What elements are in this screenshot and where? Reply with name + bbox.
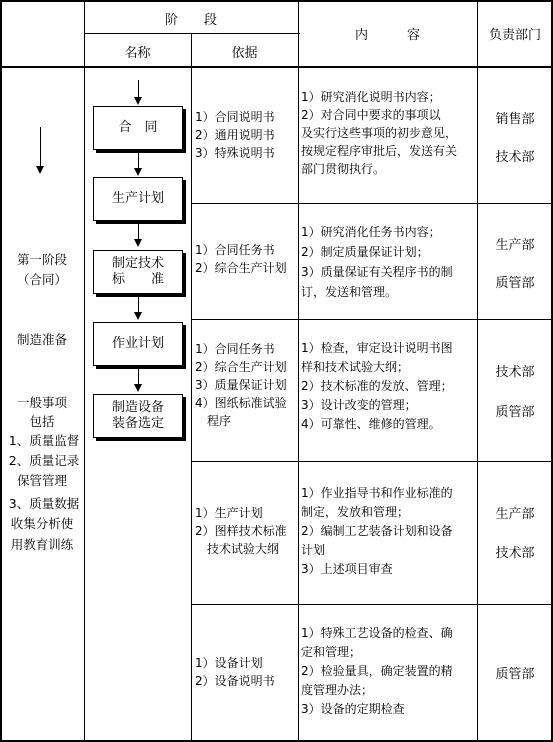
header-content: 内 容 — [354, 28, 420, 43]
content-cell — [301, 624, 453, 719]
dept-label: 销售部 — [495, 112, 535, 127]
header-mid-line — [84, 33, 300, 34]
flow-box-label: 合 同 — [118, 120, 158, 135]
basis-item: 技术试验大纲 — [195, 542, 280, 556]
content-line: 3）设备的定期检查 — [301, 702, 405, 716]
row-line-3 — [191, 461, 553, 462]
content-line: 度管理办法； — [301, 683, 374, 697]
content-line: 3）设计改变的管理； — [301, 398, 417, 412]
basis-item: 4）图纸标准试验 — [195, 396, 287, 410]
content-line: 3）质量保证有关程序书的制 — [301, 265, 453, 279]
content-line: 3）上述项目审查 — [301, 562, 393, 576]
dept-label: 质管部 — [495, 276, 535, 291]
flow-arrow-head — [134, 384, 142, 392]
left-arrow-head — [36, 166, 44, 174]
content-line: 2）检验量具，确定装置的精 — [301, 664, 453, 678]
flow-box-label: 生产计划 — [111, 191, 164, 206]
content-line: 1）特殊工艺设备的检查、确 — [301, 626, 453, 640]
content-line: 部门贯彻执行。 — [301, 162, 386, 176]
header-bottom-line — [0, 66, 553, 68]
flow-box-label: 制造设备 装备选定 — [111, 400, 164, 431]
col-line-1 — [84, 0, 85, 742]
dept-label: 技术部 — [495, 546, 535, 561]
border-left — [0, 0, 2, 742]
content-line: 订，发送和管理。 — [301, 285, 398, 299]
content-line: 1）研究消化任务书内容； — [301, 225, 441, 239]
content-line: 2）制定质量保证计划； — [301, 245, 429, 259]
border-top — [0, 0, 553, 2]
dept-label: 技术部 — [495, 365, 535, 380]
header-name: 名称 — [124, 46, 151, 61]
prep-label: 制造准备 — [16, 332, 67, 347]
flow-arrow — [138, 295, 139, 313]
flow-arrow — [138, 151, 139, 169]
basis-item: 1）生产计划 — [195, 506, 263, 520]
basis-cell — [195, 654, 275, 690]
general-item: 1、质量监督 — [8, 433, 80, 448]
basis-cell — [195, 504, 287, 558]
flow-box-label: 作业计划 — [111, 336, 164, 351]
basis-item: 2）综合生产计划 — [195, 360, 287, 374]
content-line: 及实行这些事项的初步意见， — [301, 126, 458, 140]
header-dept: 负责部门 — [488, 28, 541, 43]
content-line: 2）对合同中要求的事项以 — [301, 108, 441, 122]
header-basis: 依据 — [231, 46, 258, 61]
basis-cell — [195, 340, 287, 430]
content-line: 4）可靠性、维修的管理。 — [301, 417, 441, 431]
basis-item: 1）设备计划 — [195, 656, 263, 670]
col-line-2 — [191, 33, 192, 742]
basis-item: 1）合同任务书 — [195, 243, 275, 257]
content-line: 2）编制工艺装备计划和设备 — [301, 524, 453, 538]
flow-arrow — [138, 367, 139, 385]
content-line: 按规定程序审批后，发送有关 — [301, 144, 458, 158]
basis-item: 3）特殊说明书 — [195, 146, 275, 160]
dept-label: 生产部 — [495, 507, 535, 522]
content-line: 制定，发放和管理； — [301, 505, 410, 519]
general-item: 2、质量记录 — [8, 453, 80, 468]
flow-arrow-head — [134, 312, 142, 320]
flow-arrow — [138, 222, 139, 240]
content-line: 计划 — [301, 543, 326, 557]
content-line: 1）研究消化说明书内容； — [301, 90, 441, 104]
content-cell — [301, 222, 453, 302]
flow-box-contract — [93, 106, 183, 150]
flow-arrow — [138, 80, 139, 98]
basis-item: 1）合同任务书 — [195, 342, 275, 356]
general-label: 一般事项 — [16, 395, 67, 410]
content-cell — [301, 484, 453, 579]
col-line-3 — [298, 0, 299, 742]
content-line: 样和技术试验大纲； — [301, 360, 410, 374]
general-item: 用教育训练 — [10, 537, 74, 552]
flow-box-production-plan — [93, 177, 183, 221]
content-line: 定和管理； — [301, 645, 362, 659]
content-cell — [301, 339, 453, 434]
flow-box-tech-standard — [93, 250, 183, 294]
content-line: 2）技术标准的发放、管理； — [301, 379, 453, 393]
flow-box-work-plan — [93, 322, 183, 366]
dept-label: 质管部 — [495, 667, 535, 682]
border-bottom — [0, 740, 553, 742]
basis-item: 2）图样技术标准 — [195, 524, 287, 538]
left-arrow-shaft — [40, 127, 41, 167]
content-cell — [301, 88, 457, 178]
basis-item: 2）设备说明书 — [195, 674, 275, 688]
stage-sub: （合同） — [16, 272, 67, 287]
basis-item: 1）合同说明书 — [195, 110, 275, 124]
row-line-2 — [191, 319, 553, 320]
row-line-1 — [191, 203, 553, 204]
dept-label: 生产部 — [495, 238, 535, 253]
basis-item: 2）综合生产计划 — [195, 261, 287, 275]
content-line: 1）检查，审定设计说明书图 — [301, 341, 453, 355]
header-stage: 阶 段 — [164, 13, 217, 28]
flow-arrow-head — [134, 168, 142, 176]
basis-item: 程序 — [195, 414, 232, 428]
flow-box-equipment — [93, 394, 183, 438]
dept-label: 技术部 — [495, 150, 535, 165]
content-line: 1）作业指导书和作业标准的 — [301, 486, 453, 500]
includes-label: 包括 — [29, 414, 55, 429]
flow-box-label: 制定技术 标 准 — [111, 256, 164, 287]
basis-item: 3）质量保证计划 — [195, 378, 287, 392]
general-item: 收集分析使 — [10, 516, 74, 531]
flow-arrow-head — [134, 97, 142, 105]
general-item: 3、质量数据 — [8, 496, 80, 511]
basis-cell — [195, 108, 275, 162]
row-line-4 — [191, 604, 553, 605]
dept-label: 质管部 — [495, 405, 535, 420]
basis-cell — [195, 241, 287, 277]
basis-item: 2）通用说明书 — [195, 128, 275, 142]
stage-title: 第一阶段 — [16, 252, 67, 267]
general-item: 保管管理 — [16, 473, 67, 488]
flow-arrow-head — [134, 239, 142, 247]
